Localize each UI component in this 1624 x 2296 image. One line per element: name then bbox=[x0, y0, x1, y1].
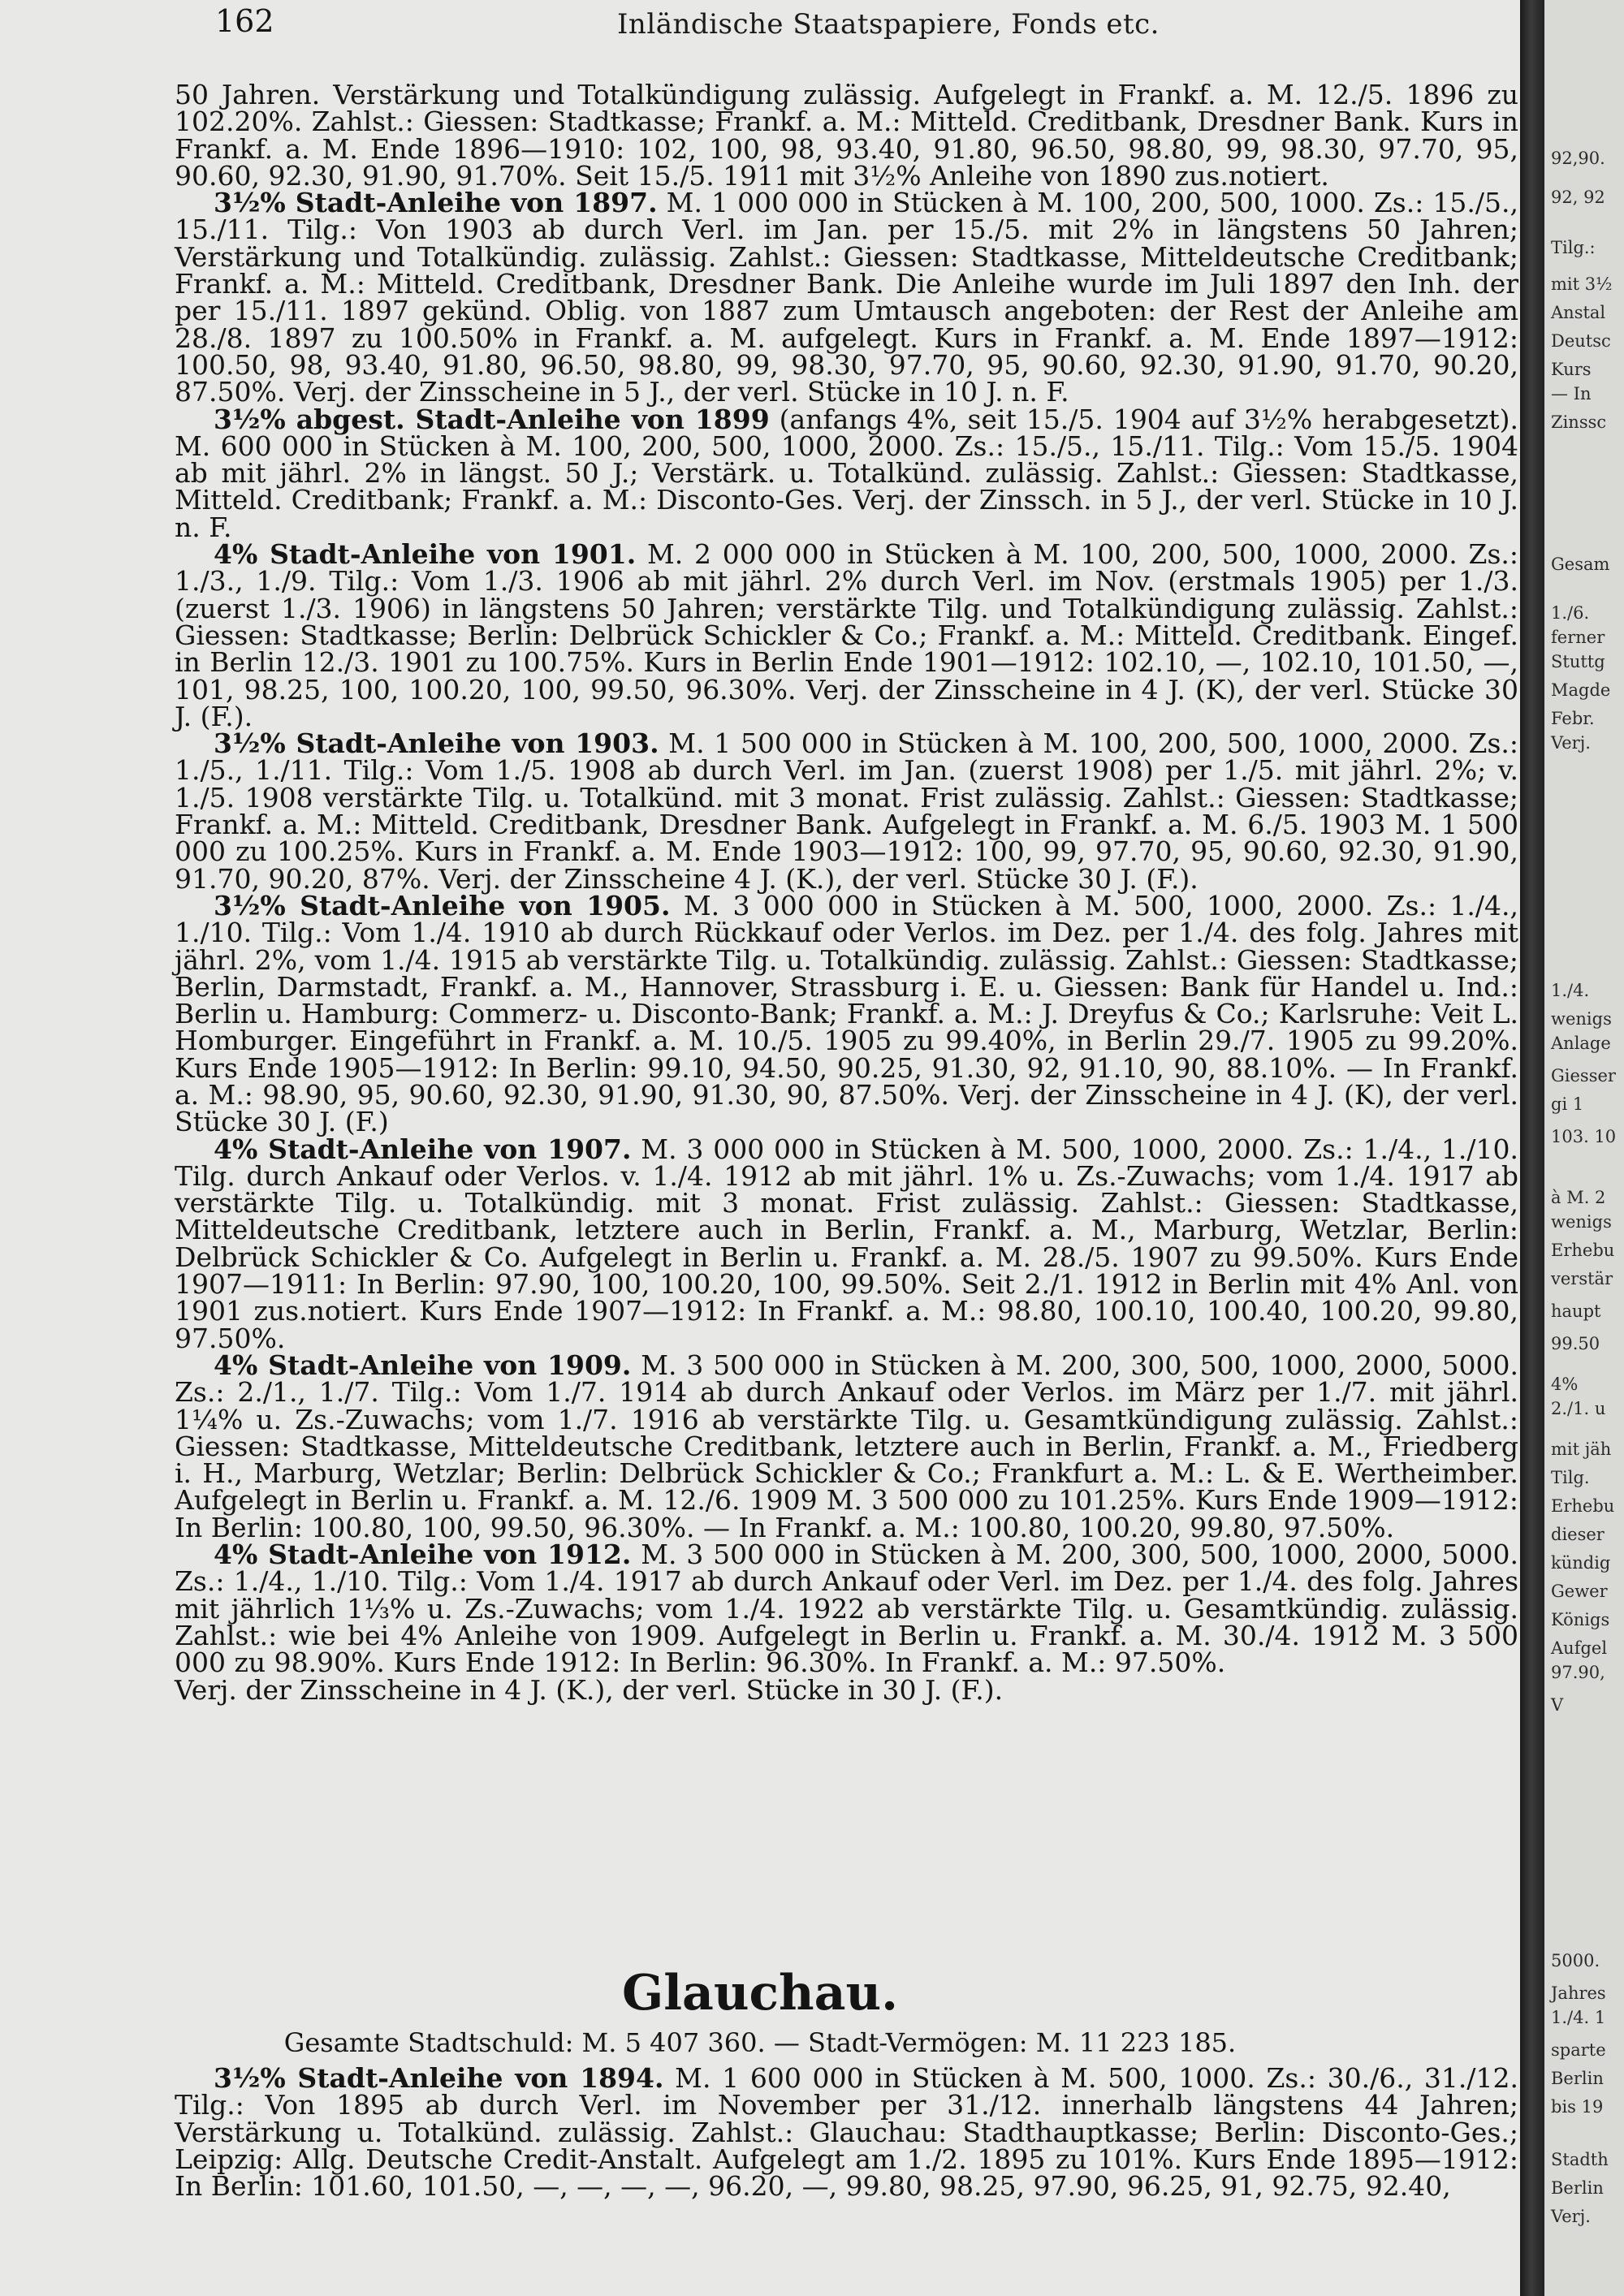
adjacent-page-fragment: wenigs bbox=[1551, 1212, 1612, 1232]
entry-text: (anfangs 4%, seit 15./5. 1904 auf 3½% herabgesetzt). M. 600 000 in Stücken à M. 100, 200, 500, 1000, 2000. Zs.: 15./5., 15./11. Tilg.: Vom 15./5. 1904 ab mit jährl. 2% in längst. 50 J.; Verstärk. u. Totalkünd. zulässig. Zahlst.: Giessen: Stadtkasse, Mitteld. Creditbank; Frankf. a. M.: Disconto-Ges. Verj. der Zinssch. in 5 J., der verl. Stücke in 10 J. n. F. bbox=[175, 403, 1518, 543]
entry-text: M. 1 000 000 in Stücken à M. 100, 200, 500, 1000. Zs.: 15./5., 15./11. Tilg.: Von 1903 ab durch Verl. im Jan. per 15./5. mit 2% in längstens 50 Jahren; Verstärkung und Totalkündig. zulässig. Zahlst.: Giessen: Stadtkasse, Mitteldeutsche Creditbank; Frankf. a. M.: Mitteld. Creditbank, Dresdner Bank. Die Anleihe wurde im Juli 1897 den Inh. der per 15./11. 1897 gekünd. Oblig. von 1887 zum Umtausch angeboten: der Rest der Anleihe am 28./8. 1897 zu 100.50% in Frankf. a. M. aufgelegt. Kurs in Frankf. a. M. Ende 1897—1912: 100.50, 98, 93.40, 91.80, 96.50, 98.80, 99, 98.30, 97.70, 95, 90.60, 92.30, 91.90, 91.70, 90.20, 87.50%. Verj. der Zinsscheine in 5 J., der verl. Stücke in 10 J. n. F. bbox=[175, 187, 1519, 408]
adjacent-page-fragment: Stuttg bbox=[1551, 652, 1605, 671]
adjacent-page-fragment: verstär bbox=[1551, 1269, 1613, 1288]
adjacent-page-strip bbox=[1544, 0, 1624, 2296]
adjacent-page-fragment: Erhebu bbox=[1551, 1241, 1615, 1260]
adjacent-page-fragment: Königs bbox=[1551, 1610, 1610, 1629]
entry-heading: 3½% abgest. Stadt-Anleihe von 1899 bbox=[214, 403, 770, 435]
adjacent-page-fragment: Kurs bbox=[1551, 360, 1592, 379]
entry-1909 bbox=[175, 1349, 1518, 1543]
adjacent-page-fragment: 99.50 bbox=[1551, 1334, 1600, 1353]
entry-heading: 3½% Stadt-Anleihe von 1894. bbox=[214, 2062, 664, 2094]
adjacent-page-fragment: Tilg.: bbox=[1551, 238, 1596, 257]
entry-1901 bbox=[175, 538, 1518, 732]
adjacent-page-fragment: Giesser bbox=[1551, 1066, 1616, 1085]
adjacent-page-fragment: — In bbox=[1551, 384, 1592, 404]
adjacent-page-fragment: Gewer bbox=[1551, 1582, 1608, 1601]
adjacent-page-fragment: Berlin bbox=[1551, 2069, 1604, 2088]
entry-text: M. 3 000 000 in Stücken à M. 500, 1000, 2000. Zs.: 1./4., 1./10. Tilg. durch Ankauf oder Verlos. v. 1./4. 1912 ab mit jährl. 1% u. Zs.-Zuwachs; vom 1./4. 1917 ab verstärkte Tilg. u. Totalkündig. mit 3 monat. Frist zulässig. Zahlst.: Giessen: Stadtkasse, Mitteldeutsche Creditbank, letztere auch in Berlin, Frankf. a. M., Marburg, Wetzlar, Berlin: Delbrück Schickler & Co. Aufgelegt in Berlin u. Frankf. a. M. 28./5. 1907 zu 99.50%. Kurs Ende 1907—1911: In Berlin: 97.90, 100, 100.20, 100, 99.50%. Seit 2./1. 1912 in Berlin mit 4% Anl. von 1901 zus.notiert. Kurs Ende 1907—1912: In Frankf. a. M.: 98.80, 100.10, 100.40, 100.20, 99.80, 97.50%. bbox=[175, 1133, 1519, 1354]
entry-1912 bbox=[175, 1539, 1518, 1706]
page-body bbox=[175, 79, 1519, 1706]
section-summary: Gesamte Stadtschuld: M. 5 407 360. — Stadt-Vermögen: M. 11 223 185. bbox=[283, 2027, 1237, 2058]
adjacent-page-fragment: Gesam bbox=[1551, 555, 1610, 574]
section-title-glauchau: Glauchau. bbox=[621, 1965, 899, 2022]
adjacent-page-fragment: Berlin bbox=[1551, 2178, 1604, 2198]
adjacent-page-fragment: Erhebu bbox=[1551, 1496, 1615, 1516]
book-gutter-shadow bbox=[1520, 0, 1544, 2296]
entry-text: M. 3 500 000 in Stücken à M. 200, 300, 500, 1000, 2000, 5000. Zs.: 2./1., 1./7. Tilg.: Vom 1./7. 1914 ab durch Ankauf oder Verlos. im März per 1./7. mit jährl. 1¼% u. Zs.-Zuwachs; vom 1./7. 1916 ab verstärkte Tilg. u. Gesamtkündigung zulässig. Zahlst.: Giessen: Stadtkasse, Mitteldeutsche Creditbank, letztere auch in Berlin, Frankf. a. M., Friedberg i. H., Marburg, Wetzlar; Berlin: Delbrück Schickler & Co.; Frankfurt a. M.: L. & E. Wertheimber. Aufgelegt in Berlin u. Frankf. a. M. 12./6. 1909 M. 3 500 000 zu 101.25%. Kurs Ende 1909—1912: In Berlin: 100.80, 100, 99.50, 96.30%. — In Frankf. a. M.: 100.80, 100.20, 99.80, 97.50%. bbox=[175, 1349, 1518, 1543]
adjacent-page-fragment: Anlage bbox=[1551, 1034, 1611, 1053]
adjacent-page-fragment: 92,90. bbox=[1551, 149, 1605, 168]
adjacent-page-fragment: Magde bbox=[1551, 680, 1611, 700]
adjacent-page-fragment: sparte bbox=[1551, 2040, 1606, 2060]
adjacent-page-fragment: mit jäh bbox=[1551, 1439, 1612, 1459]
adjacent-page-fragment: ferner bbox=[1551, 628, 1605, 647]
entry-text: M. 1 600 000 in Stücken à M. 500, 1000. Zs.: 30./6., 31./12. Tilg.: Von 1895 ab durch Verl. im November per 31./12. innerhalb längstens 44 Jahren; Verstärkung u. Totalkünd. zulässig. Zahlst.: Glauchau: Stadthauptkasse; Berlin: Disconto-Ges.; Leipzig: Allg. Deutsche Credit-Anstalt. Aufgelegt am 1./2. 1895 zu 101%. Kurs Ende 1895—1912: In Berlin: 101.60, 101.50, —, —, —, —, 96.20, —, 99.80, 98.25, 97.90, 96.25, 91, 92.75, 92.40, bbox=[175, 2062, 1518, 2203]
adjacent-page-fragment: kündig bbox=[1551, 1553, 1611, 1573]
entry-heading: 3½% Stadt-Anleihe von 1903. bbox=[214, 727, 659, 760]
entry-heading: 3½% Stadt-Anleihe von 1905. bbox=[214, 889, 671, 921]
adjacent-page-fragment: Anstal bbox=[1551, 303, 1606, 322]
entry-text: 50 Jahren. Verstärkung und Totalkündigung zulässig. Aufgelegt in Frankf. a. M. 12./5. 1896 zu 102.20%. Zahlst.: Giessen: Stadtkasse; Frankf. a. M.: Mitteld. Creditbank, Dresdner Bank. Kurs in Frankf. a. M. Ende 1896—1910: 102, 100, 98, 93.40, 91.80, 96.50, 98.80, 99, 98.30, 97.70, 95, 90.60, 92.30, 91.90, 91.70%. Seit 15./5. 1911 mit 3½% Anleihe von 1890 zus.notiert. bbox=[175, 79, 1518, 192]
adjacent-page-fragment: Febr. bbox=[1551, 709, 1595, 728]
adjacent-page-fragment: 2./1. u bbox=[1551, 1399, 1606, 1418]
adjacent-page-fragment: Tilg. bbox=[1551, 1468, 1590, 1487]
entry-text: M. 3 000 000 in Stücken à M. 500, 1000, 2000. Zs.: 1./4., 1./10. Tilg.: Vom 1./4. 1910 ab durch Rückkauf oder Verlos. im Dez. per 1./4. des folg. Jahres mit jährl. 2%, vom 1./4. 1915 ab verstärkte Tilg. u. Totalkündig. zulässig. Zahlst.: Giessen: Stadtkasse; Berlin, Darmstadt, Frankf. a. M., Hannover, Strassburg i. E. u. Giessen: Bank für Handel u. Ind.: Berlin u. Hamburg: Commerz- u. Disconto-Bank; Frankf. a. M.: J. Dreyfus & Co.; Karlsruhe: Veit L. Homburger. Eingeführt in Frankf. a. M. 10./5. 1905 zu 99.40%, in Berlin 29./7. 1905 zu 99.20%. Kurs Ende 1905—1912: In Berlin: 99.10, 94.50, 90.25, 91.30, 92, 91.10, 90, 88.10%. — In Frankf. a. M.: 98.90, 95, 90.60, 92.30, 91.90, 91.30, 90, 87.50%. Verj. der Zinsscheine in 4 J. (K), der verl. Stücke 30 J. (F.) bbox=[175, 889, 1518, 1138]
adjacent-page-fragment: wenigs bbox=[1551, 1009, 1612, 1029]
adjacent-page-fragment: mit 3½ bbox=[1551, 274, 1613, 294]
entry-glauchau-1894 bbox=[175, 2062, 1518, 2203]
adjacent-page-fragment: gi 1 bbox=[1551, 1094, 1584, 1114]
adjacent-page-fragment: 4% bbox=[1551, 1375, 1579, 1394]
adjacent-page-fragment: Jahres bbox=[1551, 1983, 1606, 2003]
adjacent-page-fragment: 92, 92 bbox=[1551, 188, 1605, 207]
entry-heading: 4% Stadt-Anleihe von 1909. bbox=[214, 1349, 632, 1381]
adjacent-page-fragment: dieser bbox=[1551, 1525, 1605, 1544]
adjacent-page-fragment: 1./4. bbox=[1551, 981, 1590, 1000]
adjacent-page-fragment: bis 19 bbox=[1551, 2097, 1604, 2117]
entry-continuation bbox=[175, 79, 1518, 192]
entry-text: M. 1 500 000 in Stücken à M. 100, 200, 500, 1000, 2000. Zs.: 1./5., 1./11. Tilg.: Vom 1./5. 1908 ab durch Verl. im Jan. (zuerst 1908) per 1./5. mit jährl. 2%; v. 1./5. 1908 verstärkte Tilg. u. Totalkünd. mit 3 monat. Frist zulässig. Zahlst.: Giessen: Stadtkasse; Frankf. a. M.: Mitteld. Creditbank, Dresdner Bank. Aufgelegt in Frankf. a. M. 6./5. 1903 M. 1 500 000 zu 100.25%. Kurs in Frankf. a. M. Ende 1903—1912: 100, 99, 97.70, 95, 90.60, 92.30, 91.90, 91.70, 90.20, 87%. Verj. der Zinsscheine 4 J. (K.), der verl. Stücke 30 J. (F.). bbox=[175, 727, 1518, 895]
entry-text: M. 3 500 000 in Stücken à M. 200, 300, 500, 1000, 2000, 5000. Zs.: 1./4., 1./10. Tilg.: Vom 1./4. 1917 ab durch Ankauf oder Verl. im Dez. per 1./4. des folg. Jahres mit jährlich 1⅓% u. Zs.-Zuwachs; vom 1./4. 1922 ab verstärkte Tilg. u. Gesamtkündig. zulässig. Zahlst.: wie bei 4% Anleihe von 1909. Aufgelegt in Berlin u. Frankf. a. M. 30./4. 1912 M. 3 500 000 zu 98.90%. Kurs Ende 1912: In Berlin: 96.30%. In Frankf. a. M.: 97.50%. Verj. der Zinsscheine in 4 J. (K.), der verl. Stücke in 30 J. (F.). bbox=[175, 1539, 1518, 1706]
adjacent-page-fragment: 103. 10 bbox=[1551, 1127, 1617, 1146]
adjacent-page-fragment: Deutsc bbox=[1551, 331, 1611, 351]
adjacent-page-fragment: 5000. bbox=[1551, 1951, 1600, 1970]
adjacent-page-fragment: Verj. bbox=[1551, 733, 1591, 753]
entry-1907 bbox=[175, 1133, 1519, 1354]
adjacent-page-fragment: Zinssc bbox=[1551, 412, 1607, 432]
adjacent-page-fragment: 1./4. 1 bbox=[1551, 2008, 1606, 2027]
adjacent-page-fragment: V bbox=[1551, 1695, 1564, 1715]
entry-heading: 4% Stadt-Anleihe von 1912. bbox=[214, 1539, 632, 1571]
adjacent-page-fragment: Verj. bbox=[1551, 2207, 1591, 2226]
entry-heading: 4% Stadt-Anleihe von 1907. bbox=[214, 1133, 632, 1165]
adjacent-page-fragment: à M. 2 bbox=[1551, 1188, 1606, 1207]
entry-1899 bbox=[175, 403, 1518, 543]
adjacent-page-fragment: Stadth bbox=[1551, 2150, 1609, 2169]
adjacent-page-fragment: haupt bbox=[1551, 1301, 1601, 1321]
glauchau-entries bbox=[175, 2062, 1518, 2203]
running-title: Inländische Staatspapiere, Fonds etc. bbox=[617, 8, 1160, 41]
adjacent-page-fragment: 97.90, bbox=[1551, 1663, 1605, 1682]
page-header bbox=[215, 3, 1482, 52]
entry-heading: 3½% Stadt-Anleihe von 1897. bbox=[214, 187, 658, 219]
entry-text: M. 2 000 000 in Stücken à M. 100, 200, 500, 1000, 2000. Zs.: 1./3., 1./9. Tilg.: Vom 1./3. 1906 ab mit jährl. 2% durch Verl. im Nov. (erstmals 1905) per 1./3. (zuerst 1./3. 1906) in längstens 50 Jahren; verstärkte Tilg. und Totalkündigung zulässig. Zahlst.: Giessen: Stadtkasse; Berlin: Delbrück Schickler & Co.; Frankf. a. M.: Mitteld. Creditbank. Eingef. in Berlin 12./3. 1901 zu 100.75%. Kurs in Berlin Ende 1901—1912: 102.10, —, 102.10, 101.50, —, 101, 98.25, 100, 100.20, 100, 99.50, 96.30%. Verj. der Zinsscheine in 4 J. (K), der verl. Stücke 30 J. (F.). bbox=[175, 538, 1518, 732]
entry-heading: 4% Stadt-Anleihe von 1901. bbox=[214, 538, 637, 571]
page-number: 162 bbox=[215, 3, 274, 39]
entry-1903 bbox=[175, 727, 1518, 895]
entry-1897 bbox=[175, 187, 1519, 408]
adjacent-page-fragment: Aufgel bbox=[1551, 1638, 1608, 1658]
entry-1905 bbox=[175, 889, 1518, 1138]
adjacent-page-fragment: 1./6. bbox=[1551, 603, 1590, 623]
